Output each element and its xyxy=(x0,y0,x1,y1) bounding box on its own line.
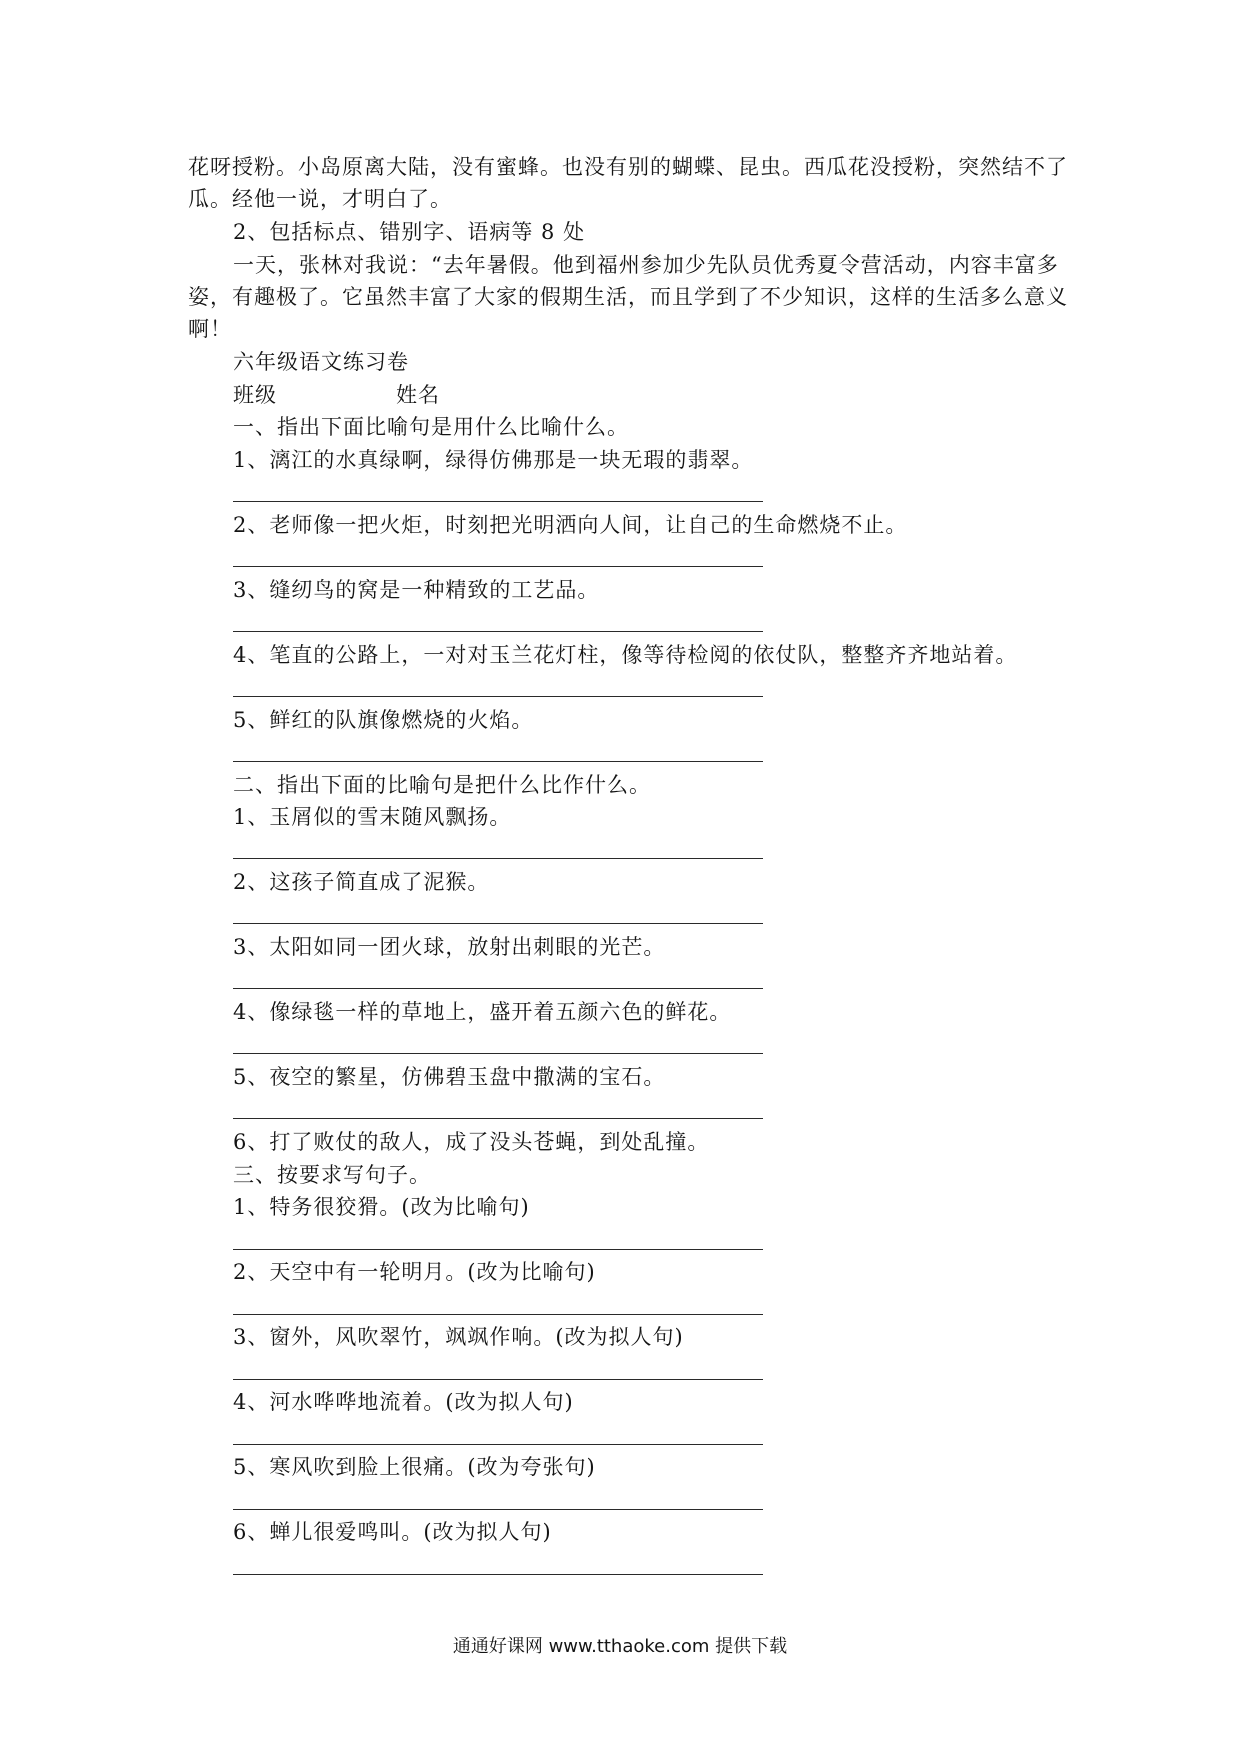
answer-line xyxy=(233,501,763,502)
question-item: 4、笔直的公路上，一对对玉兰花灯柱，像等待检阅的依仗队，整整齐齐地站着。 xyxy=(233,643,1018,667)
answer-line xyxy=(233,761,763,762)
answer-line xyxy=(233,1574,763,1575)
question-item: 1、漓江的水真绿啊，绿得仿佛那是一块无瑕的翡翠。 xyxy=(233,448,754,472)
question-item: 3、太阳如同一团火球，放射出刺眼的光芒。 xyxy=(233,935,666,959)
question-item: 5、鲜红的队旗像燃烧的火焰。 xyxy=(233,708,534,732)
answer-line xyxy=(233,1444,763,1445)
question-item: 2、老师像一把火炬，时刻把光明洒向人间，让自己的生命燃烧不止。 xyxy=(233,513,908,537)
footer-credit: 通通好课网 www.tthaoke.com 提供下载 xyxy=(452,1636,788,1657)
answer-line xyxy=(233,1118,763,1119)
question-item: 2、这孩子简直成了泥猴。 xyxy=(233,870,490,894)
answer-line xyxy=(233,696,763,697)
class-label: 班级 xyxy=(233,383,277,407)
question-item: 6、打了败仗的敌人，成了没头苍蝇，到处乱撞。 xyxy=(233,1130,710,1154)
answer-line xyxy=(233,566,763,567)
question-item: 2、天空中有一轮明月。(改为比喻句) xyxy=(233,1260,596,1284)
answer-line xyxy=(233,1053,763,1054)
exercise-heading: 2、包括标点、错别字、语病等 8 处 xyxy=(233,220,586,244)
answer-line xyxy=(233,1249,763,1250)
paragraph-line: 一天，张林对我说：“去年暑假。他到福州参加少先队员优秀夏令营活动，内容丰富多 xyxy=(233,253,1059,277)
question-item: 3、窗外，风吹翠竹，飒飒作响。(改为拟人句) xyxy=(233,1325,684,1349)
answer-line xyxy=(233,1314,763,1315)
section-heading: 二、指出下面的比喻句是把什么比作什么。 xyxy=(233,773,651,797)
question-item: 1、特务很狡猾。(改为比喻句) xyxy=(233,1195,530,1219)
name-label: 姓名 xyxy=(396,383,440,407)
section-heading: 一、指出下面比喻句是用什么比喻什么。 xyxy=(233,415,629,439)
question-item: 1、玉屑似的雪末随风飘扬。 xyxy=(233,805,512,829)
question-item: 5、夜空的繁星，仿佛碧玉盘中撒满的宝石。 xyxy=(233,1065,666,1089)
paragraph-line: 瓜。经他一说，才明白了。 xyxy=(188,187,452,211)
question-item: 5、寒风吹到脸上很痛。(改为夸张句) xyxy=(233,1455,596,1479)
paragraph-line: 啊！ xyxy=(188,317,232,341)
question-item: 4、像绿毯一样的草地上，盛开着五颜六色的鲜花。 xyxy=(233,1000,732,1024)
question-item: 4、河水哗哗地流着。(改为拟人句) xyxy=(233,1390,574,1414)
question-item: 6、蝉儿很爱鸣叫。(改为拟人句) xyxy=(233,1520,552,1544)
paragraph-line: 姿，有趣极了。它虽然丰富了大家的假期生活，而且学到了不少知识，这样的生活多么意义 xyxy=(188,285,1068,309)
answer-line xyxy=(233,858,763,859)
answer-line xyxy=(233,923,763,924)
worksheet-title: 六年级语文练习卷 xyxy=(233,350,409,374)
section-heading: 三、按要求写句子。 xyxy=(233,1163,431,1187)
answer-line xyxy=(233,1379,763,1380)
answer-line xyxy=(233,631,763,632)
answer-line xyxy=(233,988,763,989)
question-item: 3、缝纫鸟的窝是一种精致的工艺品。 xyxy=(233,578,600,602)
paragraph-line: 花呀授粉。小岛原离大陆，没有蜜蜂。也没有别的蝴蝶、昆虫。西瓜花没授粉，突然结不了 xyxy=(188,155,1068,179)
answer-line xyxy=(233,1509,763,1510)
